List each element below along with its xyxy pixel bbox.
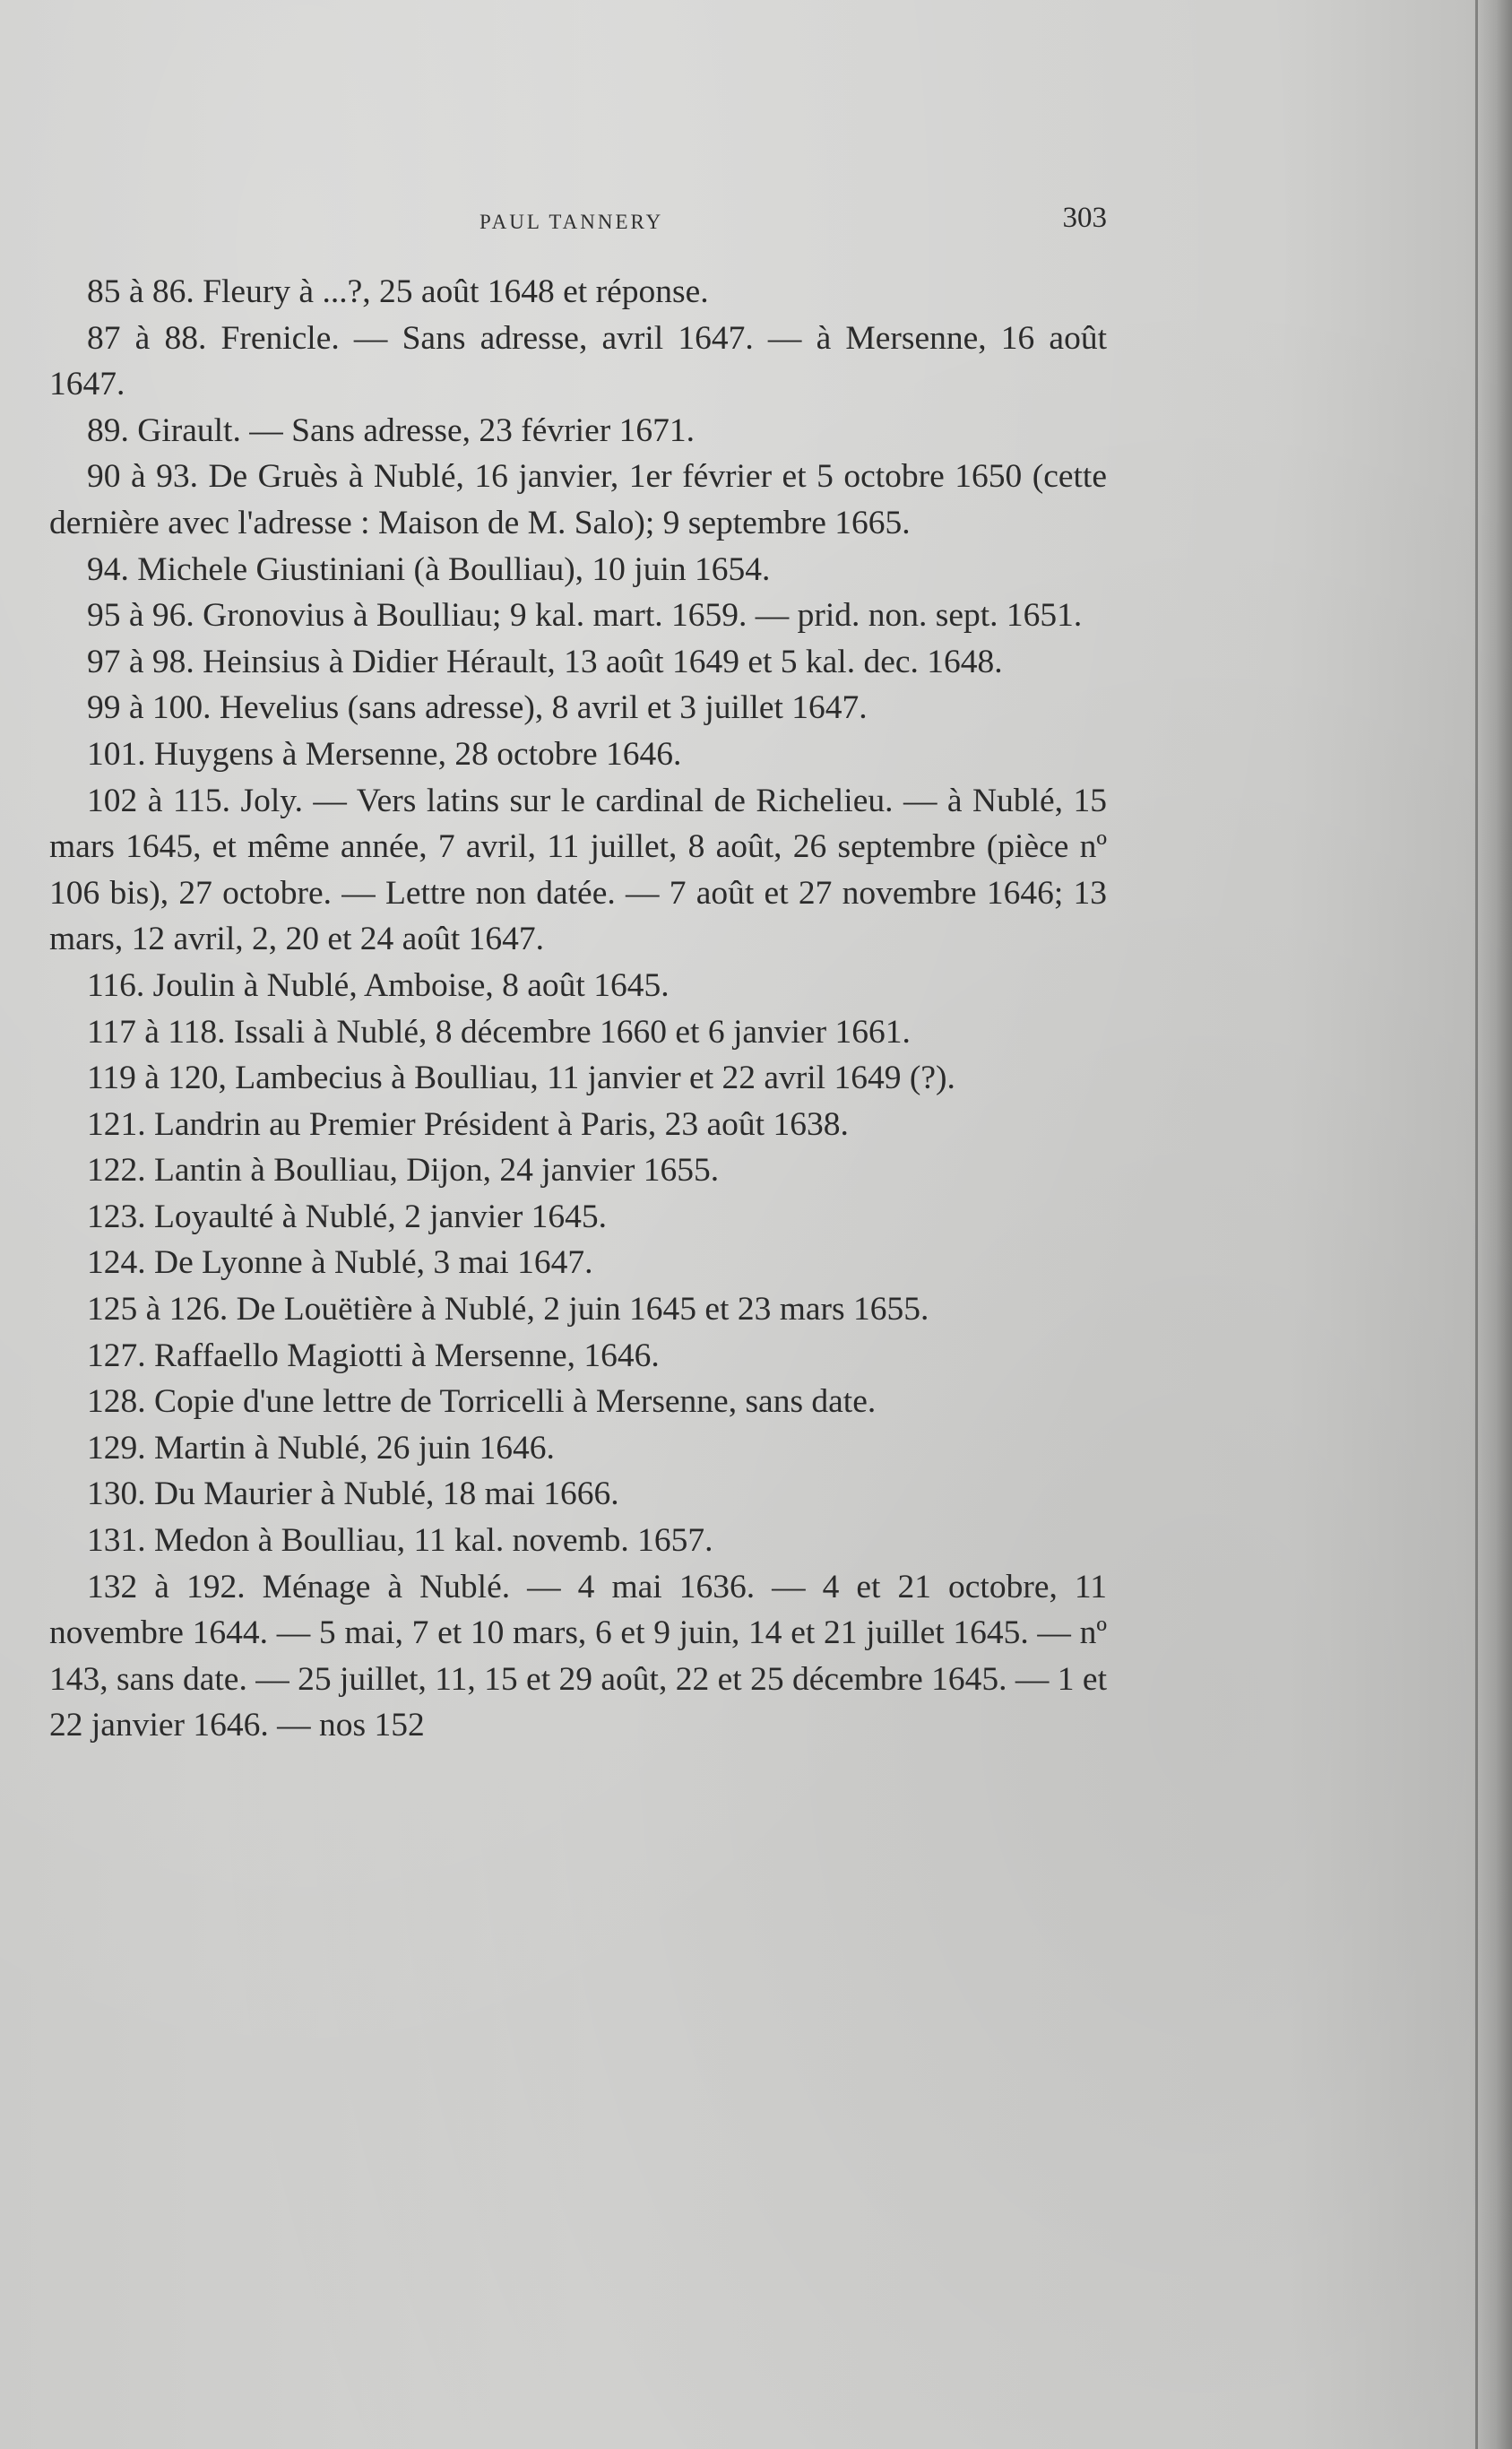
entry-97-98: 97 à 98. Heinsius à Didier Hérault, 13 août 1649 et 5 kal. dec. 1648.	[87, 643, 1003, 680]
entry-89: 89. Girault. — Sans adresse, 23 février 1671.	[87, 411, 695, 449]
entry-128: 128. Copie d'une lettre de Torricelli à Mersenne, sans date.	[87, 1383, 877, 1421]
entry-132-192: 132 à 192. Ménage à Nublé. — 4 mai 1636. — 4 et 21 octobre, 11 novembre 1644. — 5 mai, 7 et 10 mars, 6 et 9 juin, 14 et 21 juillet 1645. — nº 143, sans date. — 25 juillet, 11, 15 et 29 août, 22 et 25 décembre 1645. — 1 et 22 janvier 1646. — nos 152	[49, 1568, 1107, 1744]
entry-131: 131. Medon à Boulliau, 11 kal. novemb. 1657.	[87, 1522, 713, 1560]
entry-123: 123. Loyaulté à Nublé, 2 janvier 1645.	[87, 1198, 608, 1235]
entry-119-120: 119 à 120, Lambecius à Boulliau, 11 janvier et 22 avril 1649 (?).	[87, 1060, 955, 1097]
entry-125-126: 125 à 126. De Louëtière à Nublé, 2 juin 1645 et 23 mars 1655.	[87, 1291, 929, 1328]
entry-95-96: 95 à 96. Gronovius à Boulliau; 9 kal. mart. 1659. — prid. non. sept. 1651.	[87, 597, 1083, 635]
running-head: PAUL TANNERY	[480, 211, 664, 233]
entry-85-86: 85 à 86. Fleury à ...?, 25 août 1648 et réponse.	[87, 273, 709, 310]
entry-124: 124. De Lyonne à Nublé, 3 mai 1647.	[87, 1244, 593, 1282]
entry-87-88: 87 à 88. Frenicle. — Sans adresse, avril 1647. — à Mersenne, 16 août 1647.	[49, 319, 1107, 403]
body-text	[49, 269, 1107, 1749]
entry-130: 130. Du Maurier à Nublé, 18 mai 1666.	[87, 1475, 619, 1513]
page-number: 303	[1062, 202, 1107, 234]
entry-94: 94. Michele Giustiniani (à Boulliau), 10 juin 1654.	[87, 550, 771, 588]
entry-116: 116. Joulin à Nublé, Amboise, 8 août 1645.	[87, 966, 670, 1004]
entry-127: 127. Raffaello Magiotti à Mersenne, 1646.	[87, 1337, 660, 1374]
binding-edge-line	[1475, 0, 1478, 2449]
binding-shadow	[1473, 0, 1512, 2449]
entry-117-118: 117 à 118. Issali à Nublé, 8 décembre 1660 et 6 janvier 1661.	[87, 1013, 911, 1051]
entry-99-100: 99 à 100. Hevelius (sans adresse), 8 avril et 3 juillet 1647.	[87, 689, 868, 727]
entry-101: 101. Huygens à Mersenne, 28 octobre 1646.	[87, 735, 682, 773]
entry-129: 129. Martin à Nublé, 26 juin 1646.	[87, 1429, 555, 1467]
page-header	[49, 202, 1107, 238]
entry-90-93: 90 à 93. De Gruès à Nublé, 16 janvier, 1er février et 5 octobre 1650 (cette dernière avec l'adresse : Maison de M. Salo); 9 septembre 1665.	[49, 458, 1107, 541]
entry-122: 122. Lantin à Boulliau, Dijon, 24 janvier 1655.	[87, 1152, 720, 1190]
entry-121: 121. Landrin au Premier Président à Paris, 23 août 1638.	[87, 1105, 849, 1143]
entry-102-115: 102 à 115. Joly. — Vers latins sur le cardinal de Richelieu. — à Nublé, 15 mars 1645, et même année, 7 avril, 11 juillet, 8 août, 26 septembre (pièce nº 106 bis), 27 octobre. — Lettre non datée. — 7 août et 27 novembre 1646; 13 mars, 12 avril, 2, 20 et 24 août 1647.	[49, 782, 1107, 958]
